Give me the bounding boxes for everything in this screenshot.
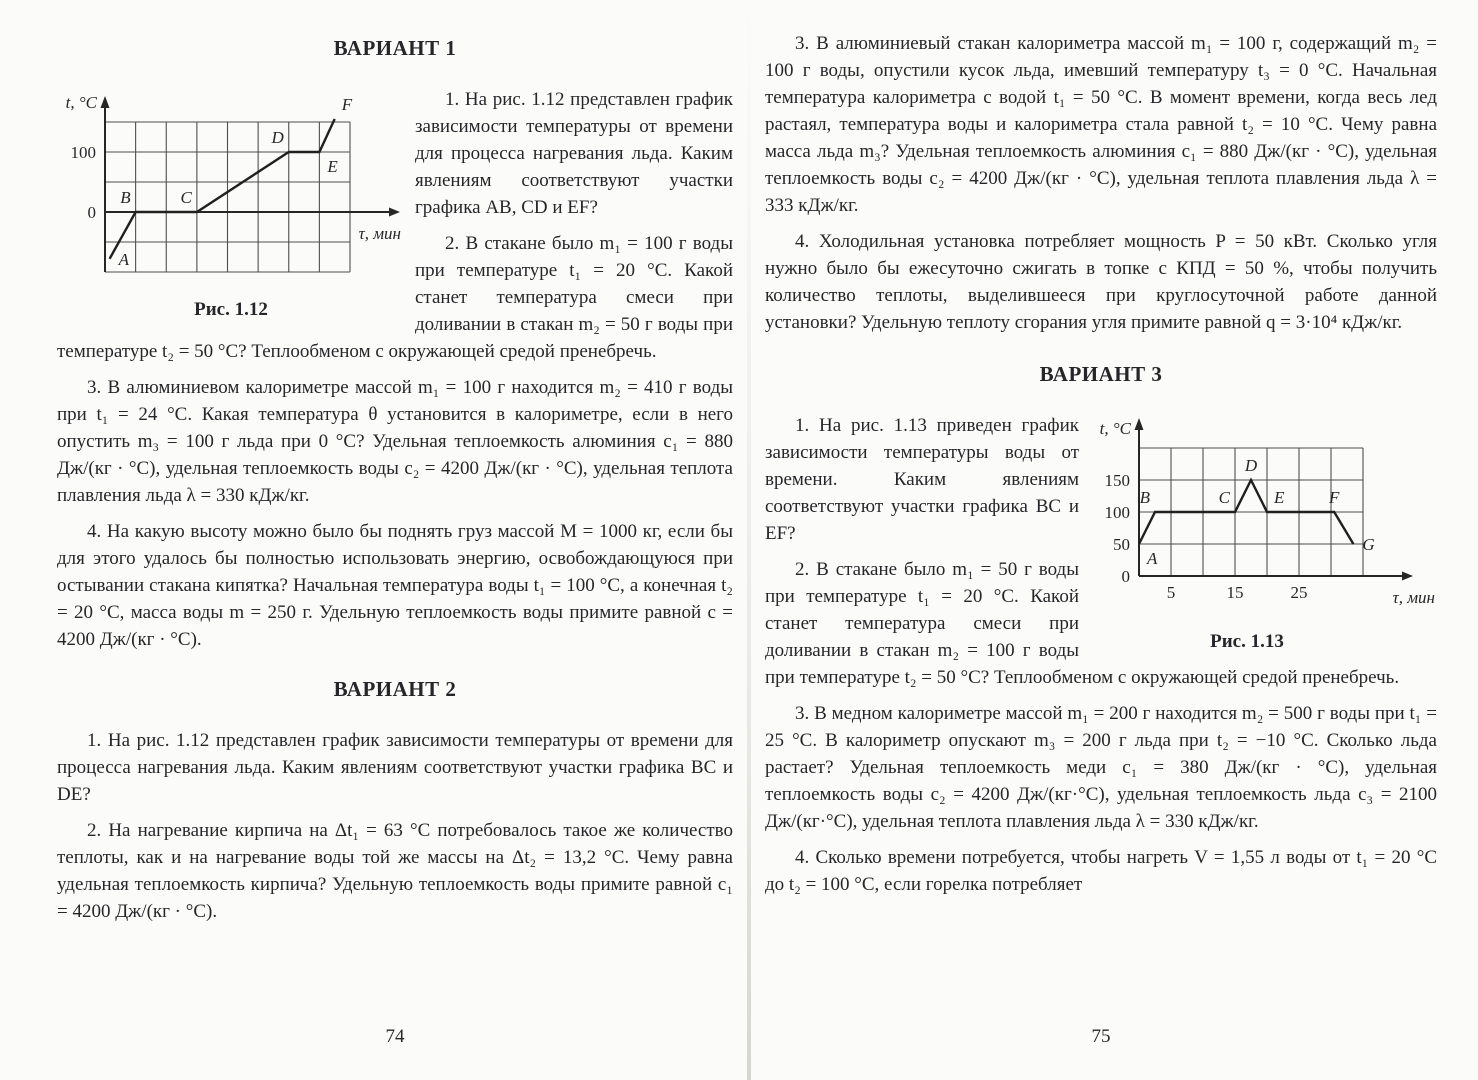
x-axis-title: τ, мин [358,224,401,243]
page-number-left: 74 [385,1026,405,1047]
problem-v1-1: 1. На рис. 1.12 представлен график зависимости температуры от времени для процесса нагревания льда. Каким явлениям соответствуют участки графика AB, CD и EF? [415,89,733,218]
problem-v3-2: 2. В стакане было m₁ = 50 г воды при температуре t₁ = 20 °C. Какой станет температура смеси при доливании в стакан m₂ = 100 г воды при температуре t₂ = 50 °C? Теплообменом с окружающей средой пренебречь. [765,559,1400,688]
y-tick-label: 150 [1104,471,1130,490]
x-axis-arrow [389,208,400,217]
x-tick-label: 5 [1166,583,1176,602]
x-axis-arrow [1402,572,1413,581]
figure-1-12-graph [57,92,403,278]
y-tick-label: 0 [87,203,96,222]
problem-v2-1: 1. На рис. 1.12 представлен график зависимости температуры от времени для процесса нагревания льда. Каким явлениям соответствуют участки графика BC и DE? [57,730,733,805]
figure-1-13-graph [1087,414,1437,610]
y-tick-label: 50 [1113,535,1130,554]
y-axis-title: t, °C [65,93,97,112]
problem-v1-2: 2. В стакане было m₁ = 100 г воды при температуре t₁ = 20 °C. Какой станет температура смеси при доливании в стакан m₂ = 50 г воды при температуре t₂ = 50 °C? Теплообменом с окружающей средой пренебречь. [57,233,733,362]
problem-v3-1: 1. На рис. 1.13 приведен график зависимости температуры воды от времени. Каким явлениям соответствуют участки графика BC и EF? [765,415,1079,544]
y-tick-label: 100 [1104,503,1130,522]
y-axis-arrow [1135,418,1144,430]
point-label-C: C [1218,488,1230,507]
figure-1-13 [1087,414,1437,655]
point-label-G: G [1362,535,1375,554]
y-axis-arrow [101,96,110,108]
figure-1-12-caption: Рис. 1.12 [194,299,268,320]
x-tick-label: 15 [1226,583,1244,602]
problem-v1-4: 4. На какую высоту можно было бы поднять груз массой M = 1000 кг, если бы для этого удалось бы полностью использовать энергию, освобождающуюся при остывании стакана кипятка? Начальная температура воды t₁ = 100 °C, а конечная t₂ = 20 °C, масса воды m = 250 г. Удельную теплоемкость воды примите равной c = 4200 Дж/(кг · °C). [57,521,733,650]
page-left [57,30,733,934]
point-label-F: F [1329,488,1340,507]
point-label-A: A [118,249,129,269]
problem-v3-3: 3. В медном калориметре массой m₁ = 200 г находится m₂ = 500 г воды при t₁ = 25 °C. В калориметр опускают m₃ = 200 г льда при t₂ = −10 °C. Сколько льда растает? Удельная теплоемкость меди c₁ = 380 Дж/(кг · °C), удельная теплоемкость воды c₂ = 4200 Дж/(кг·°C), удельная теплоемкость льда c₃ = 2100 Дж/(кг·°C), удельная теплота плавления льда λ = 330 кДж/кг. [765,703,1437,832]
figure-1-12 [57,92,405,323]
figure-1-13-caption: Рис. 1.13 [1210,631,1284,652]
point-label-F: F [341,95,353,114]
variant-3-header: ВАРИАНТ 3 [1039,362,1163,386]
page-right [765,30,1437,907]
point-label-C: C [180,188,192,207]
data-polyline [110,119,335,259]
point-label-D: D [271,128,284,147]
x-axis-title: τ, мин [1392,588,1435,607]
y-tick-label: 0 [1121,567,1130,586]
problem-v3-4: 4. Сколько времени потребуется, чтобы нагреть V = 1,55 л воды от t₁ = 20 °C до t₂ = 100 °C, если горелка потребляет [765,847,1437,895]
point-label-D: D [1244,456,1258,475]
problem-v2-4: 4. Холодильная установка потребляет мощность P = 50 кВт. Сколько угля нужно было бы ежесуточно сжигать в топке с КПД = 50 %, чтобы получить количество теплоты, выделившееся при круглосуточной работе данной установки? Удельную теплоту сгорания угля примите равной q = 3·10⁴ кДж/кг. [765,231,1437,333]
page-gutter-shadow [747,0,751,1080]
variant-2-header: ВАРИАНТ 2 [333,677,457,701]
y-axis-title: t, °C [1099,419,1131,438]
point-label-A: A [1147,549,1158,568]
problem-v2-2: 2. На нагревание кирпича на Δt₁ = 63 °C потребовалось такое же количество теплоты, как и на нагревание воды той же массы на Δt₂ = 13,2 °C. Чему равна удельная теплоемкость кирпича? Удельную теплоемкость воды примите равной c₁ = 4200 Дж/(кг · °C). [57,820,733,922]
point-label-E: E [327,157,338,176]
problem-v2-3: 3. В алюминиевый стакан калориметра массой m₁ = 100 г, содержащий m₂ = 100 г воды, опустили кусок льда, имевший температуру t₃ = 0 °C. Начальная температура калориметра с водой t₁ = 50 °C. В момент времени, когда весь лед растаял, температура воды и калориметра стала равной t₂ = 10 °C. Чему равна масса льда m₃? Удельная теплоемкость алюминия c₁ = 880 Дж/(кг · °C), удельная теплоемкость воды c₂ = 4200 Дж/(кг · °C), удельная теплота плавления льда λ = 333 кДж/кг. [765,33,1437,216]
point-label-B: B [120,188,131,207]
point-label-B: B [1139,488,1150,507]
point-label-E: E [1274,488,1285,507]
page-number-right: 75 [1091,1026,1111,1047]
variant-1-header: ВАРИАНТ 1 [333,36,457,60]
x-tick-label: 25 [1290,583,1308,602]
problem-v1-3: 3. В алюминиевом калориметре массой m₁ = 100 г находится m₂ = 410 г воды при t₁ = 24 °C. Какая температура θ установится в калориметре, если в него опустить m₃ = 100 г льда при 0 °C? Удельная теплоемкость алюминия c₁ = 880 Дж/(кг · °C), удельная теплоемкость воды c₂ = 4200 Дж/(кг · °C), удельная теплота плавления льда λ = 330 кДж/кг. [57,377,733,506]
y-tick-label: 100 [70,143,96,162]
